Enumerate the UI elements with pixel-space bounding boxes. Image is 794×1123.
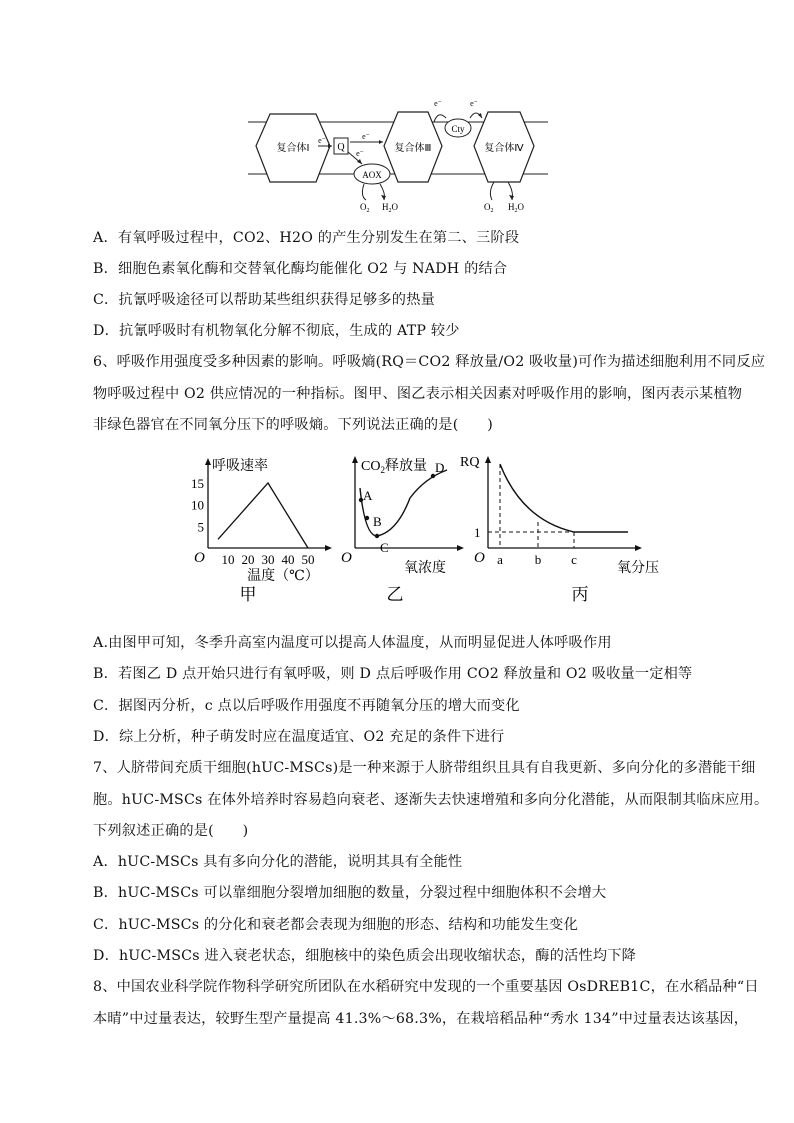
panel-label: 丙 xyxy=(571,585,589,604)
y-axis-title: 呼吸速率 xyxy=(212,459,268,474)
cty-label: Cty xyxy=(451,124,465,134)
x-axis-title: 温度（℃） xyxy=(247,569,319,584)
x-tick-label: 10 xyxy=(221,552,235,567)
origin-label: O xyxy=(474,550,485,566)
y-axis-title: $CO_2$释放量 xyxy=(361,458,427,475)
axis-arrow xyxy=(635,545,642,551)
panel-label: 甲 xyxy=(239,585,257,604)
axis-arrow xyxy=(205,458,211,465)
y-tick-label: 15 xyxy=(191,476,204,491)
q7-stem-line-1: 7、人脐带间充质干细胞(hUC-MSCs)是一种来源于人脐带组织且具有自我更新、多向分化的多潜能干细 xyxy=(93,760,756,776)
q7-option-d: D．hUC-MSCs 进入衰老状态，细胞核中的染色质会出现收缩状态，酶的活性均下降 xyxy=(93,948,637,964)
q8-stem-line-2: 本晴”中过量表达，较野生型产量提高 41.3%～68.3%，在栽培稻品种“秀水 134”中过量表达该基因， xyxy=(93,1011,749,1027)
series-line xyxy=(218,483,308,548)
q6-option-b: B．若图乙 D 点开始只进行有氧呼吸，则 D 点后呼吸作用 CO2 释放量和 O2 吸收量一定相等 xyxy=(93,666,693,682)
q6-option-d: D．综上分析，种子萌发时应在温度适宜、O2 充足的条件下进行 xyxy=(93,729,505,745)
x-tick-label: 30 xyxy=(261,552,275,567)
axis-arrow xyxy=(325,545,332,551)
y-tick-label: 10 xyxy=(191,497,204,513)
origin-label: O xyxy=(341,550,352,566)
x-axis-title: 氧分压 xyxy=(617,561,659,576)
data-point xyxy=(365,516,369,520)
complex3-label: 复合体Ⅲ xyxy=(394,143,432,154)
chart-bing xyxy=(460,455,659,604)
q7-option-c: C．hUC-MSCs 的分化和衰老都会表现为细胞的形态、结构和功能发生变化 xyxy=(93,917,578,933)
data-point xyxy=(375,534,379,538)
data-point-label: C xyxy=(380,540,389,555)
x-tick-label: a xyxy=(497,552,503,567)
y-tick-label: 1 xyxy=(474,525,481,540)
c4-h2o-label: $H_2O$ xyxy=(508,202,524,214)
complex1-label: 复合体Ⅰ xyxy=(276,143,310,154)
chart-jia xyxy=(191,457,332,604)
data-point-label: B xyxy=(373,514,382,529)
q6-stem-line-1: 6、呼吸作用强度受多种因素的影响。呼吸熵(RQ＝CO2 释放量/O2 吸收量)可作为描述细胞利用不同反应 xyxy=(93,354,766,370)
electron-label-2: e⁻ xyxy=(362,132,370,141)
electron-label-4: e⁻ xyxy=(434,99,442,108)
aox-label: AOX xyxy=(362,170,382,180)
q7-stem-line-2: 胞。hUC-MSCs 在体外培养时容易趋向衰老、逐渐失去快速增殖和多向分化潜能，从而限制其临床应用。 xyxy=(93,792,769,808)
q6-option-a: A.由图甲可知，冬季升高室内温度可以提高人体温度，从而明显促进人体呼吸作用 xyxy=(93,635,612,651)
electron-label-5: e⁻ xyxy=(470,99,478,108)
x-tick-label: 20 xyxy=(241,552,255,567)
panel-label: 乙 xyxy=(386,585,404,604)
data-point-label: D xyxy=(435,460,445,475)
data-point-label: A xyxy=(363,488,373,503)
q6-stem-line-3: 非绿色器官在不同氧分压下的呼吸熵。下列说法正确的是( ) xyxy=(93,417,493,433)
y-axis-title: RQ xyxy=(460,455,480,470)
y-tick-label: 5 xyxy=(197,519,204,535)
complex4-label: 复合体Ⅳ xyxy=(484,143,524,154)
q7-stem-line-3: 下列叙述正确的是( ) xyxy=(93,823,249,839)
aox-h2o-label: $H_2O$ xyxy=(382,202,398,214)
q8-stem-line-1: 8、中国农业科学院作物科学研究所团队在水稻研究中发现的一个重要基因 OsDREB1C，在水稻品种“日 xyxy=(93,979,759,995)
q7-option-b: B．hUC-MSCs 可以靠细胞分裂增加细胞的数量，分裂过程中细胞体积不会增大 xyxy=(93,885,607,901)
chart-yi xyxy=(341,456,464,604)
q7-option-a: A．hUC-MSCs 具有多向分化的潜能，说明其具有全能性 xyxy=(93,854,463,870)
x-tick-label: 50 xyxy=(301,552,315,567)
q-label: Q xyxy=(337,142,345,153)
x-tick-label: c xyxy=(571,552,577,567)
electron-label-1: e⁻ xyxy=(318,136,326,145)
x-axis-title: 氧浓度 xyxy=(404,561,446,576)
c4-o2-label: $O_2$ xyxy=(484,202,494,214)
axis-arrow xyxy=(352,456,358,463)
series-curve xyxy=(500,464,628,532)
q6-stem-line-2: 物呼吸过程中 O2 供应情况的一种指标。图甲、图乙表示相关因素对呼吸作用的影响，图丙表示某植物 xyxy=(93,386,743,402)
electron-transport-diagram xyxy=(248,96,548,216)
q6-option-c: C．据图丙分析，c 点以后呼吸作用强度不再随氧分压的增大而变化 xyxy=(93,698,520,714)
q5-option-b: B．细胞色素氧化酶和交替氧化酶均能催化 O2 与 NADH 的结合 xyxy=(93,261,508,277)
electron-label-3: e⁻ xyxy=(356,149,364,158)
q5-option-c: C．抗氰呼吸途径可以帮助某些组织获得足够多的热量 xyxy=(93,292,435,308)
q6-charts xyxy=(180,448,660,608)
axis-arrow xyxy=(457,545,464,551)
q5-option-a: A．有氧呼吸过程中，CO2、H2O 的产生分别发生在第二、三阶段 xyxy=(93,230,520,246)
aox-o2-label: $O_2$ xyxy=(360,202,370,214)
q5-option-d: D．抗氰呼吸时有机物氧化分解不彻底，生成的 ATP 较少 xyxy=(93,323,460,339)
x-tick-label: 40 xyxy=(281,552,295,567)
axis-arrow xyxy=(485,456,491,463)
origin-label: O xyxy=(194,550,205,566)
x-tick-label: b xyxy=(534,552,542,567)
